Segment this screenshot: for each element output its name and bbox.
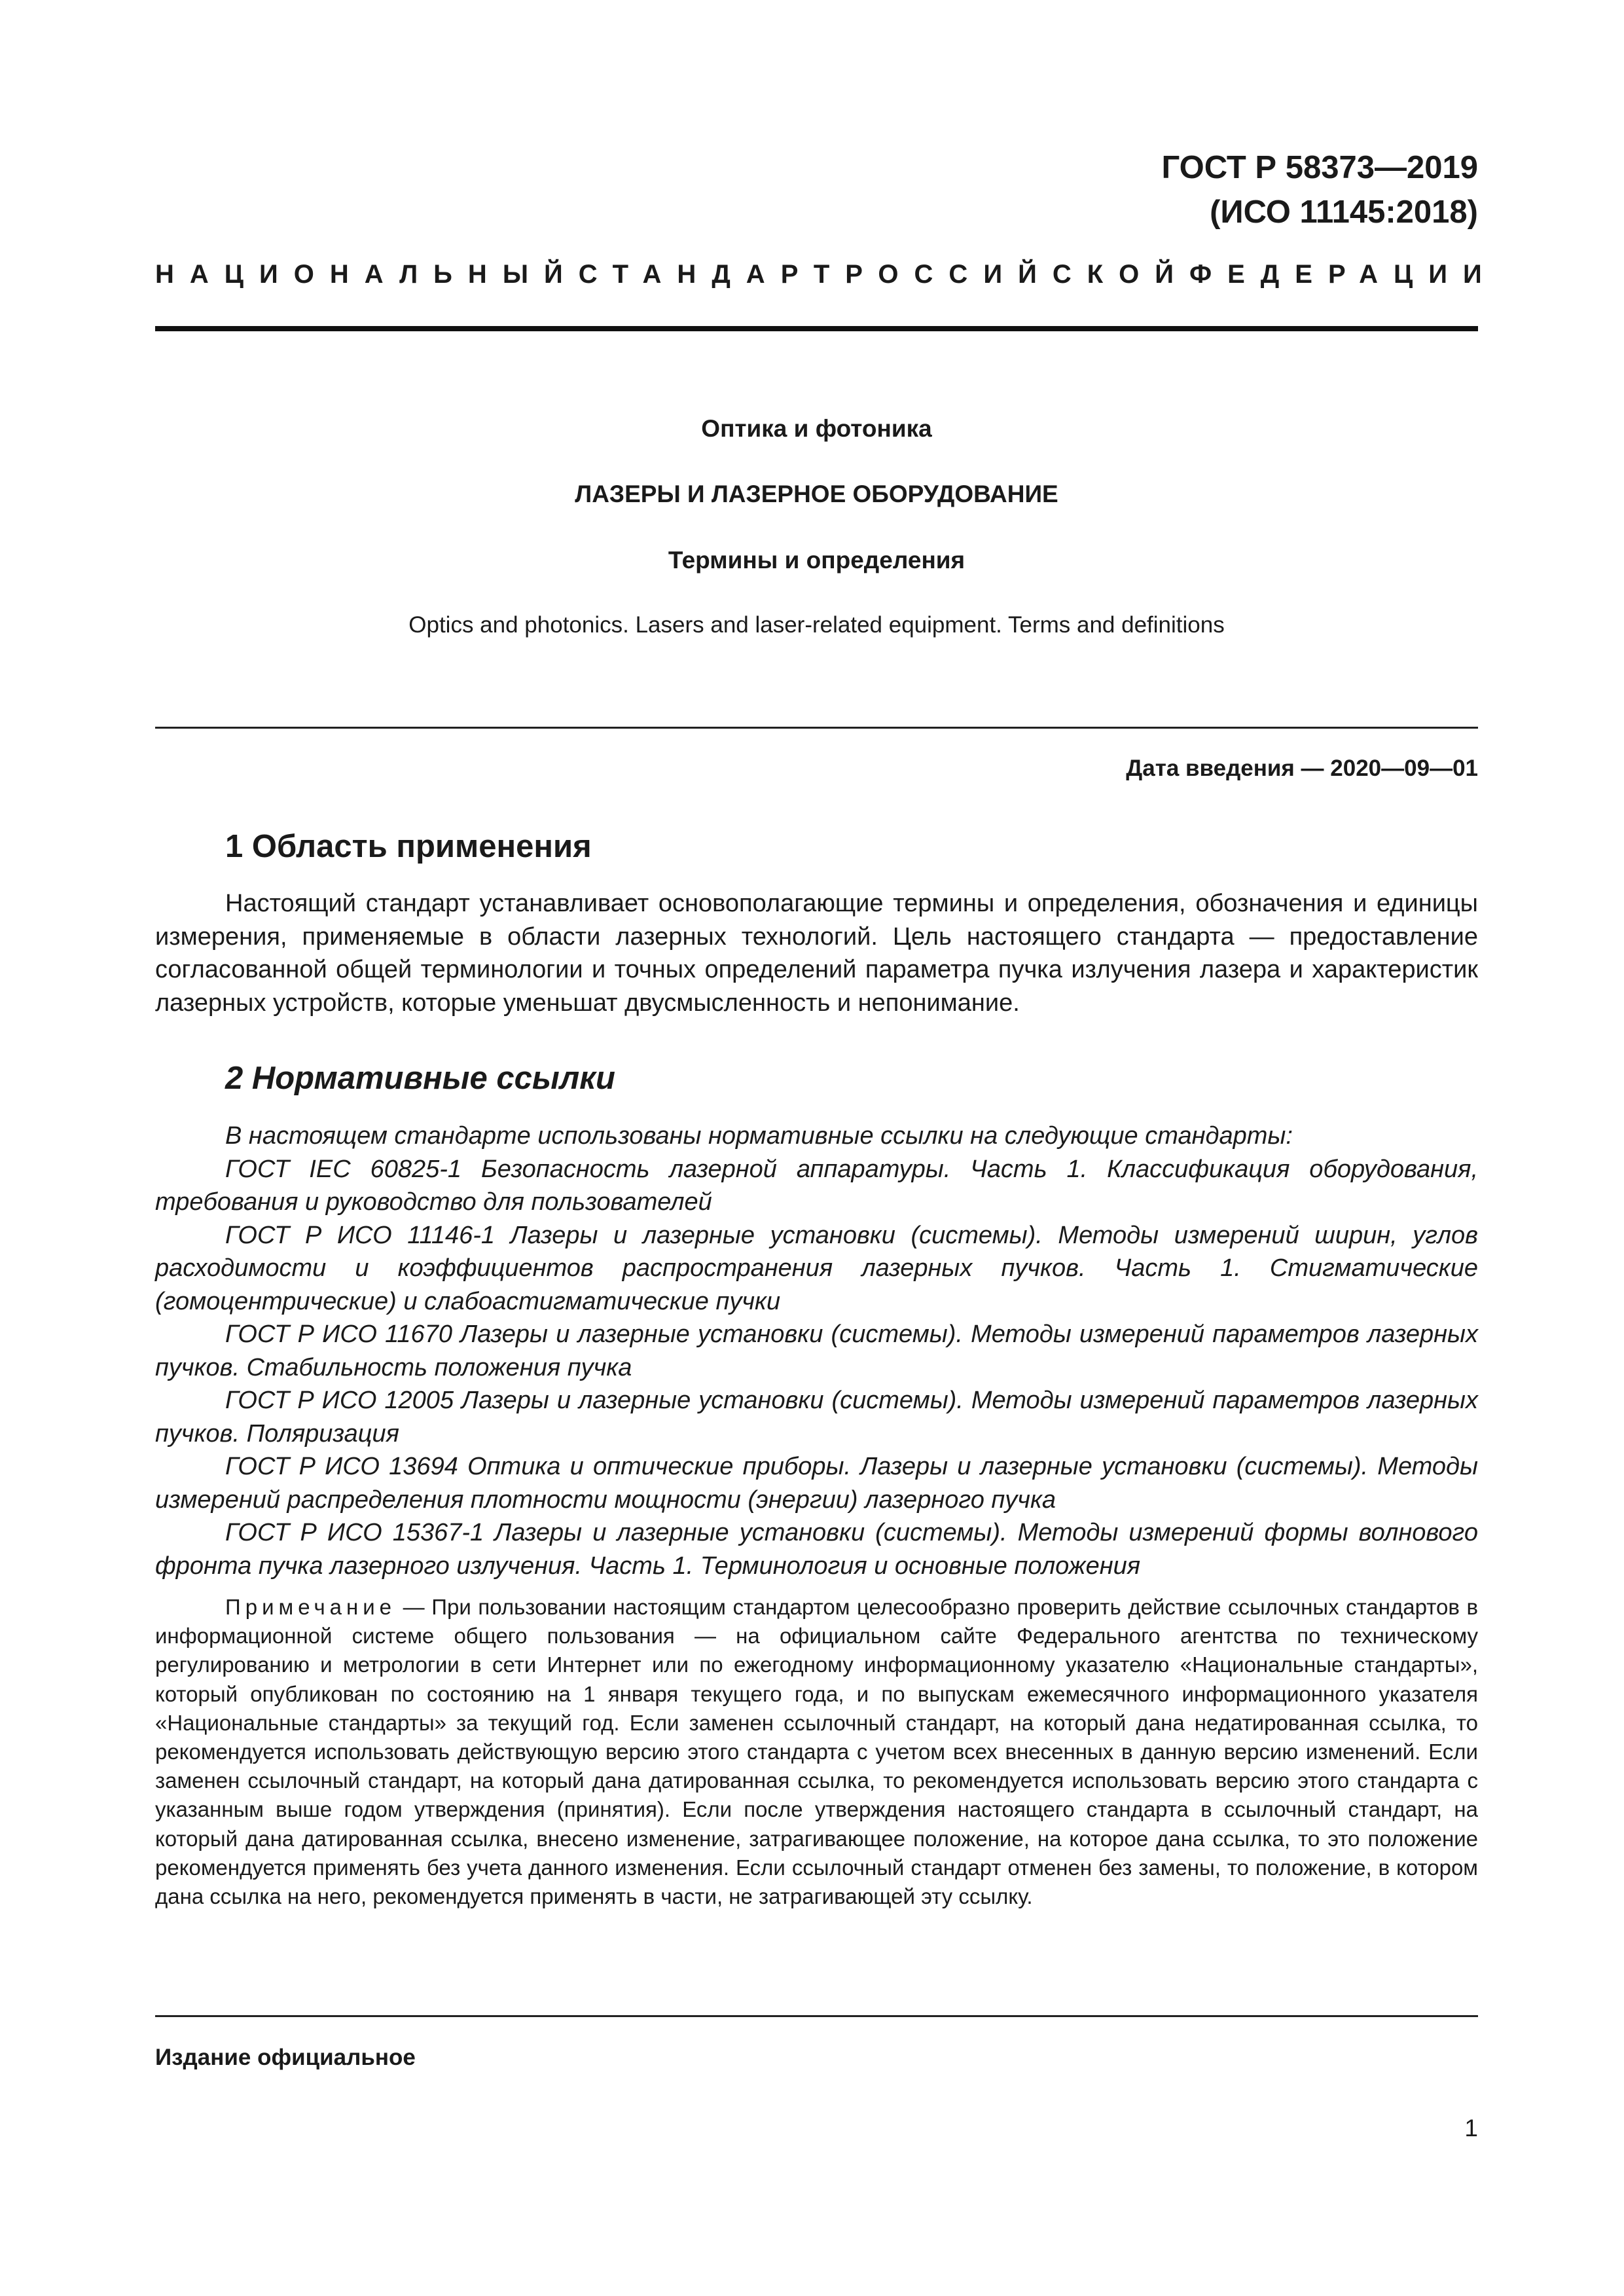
reference-item: ГОСТ Р ИСО 12005 Лазеры и лазерные установки (системы). Методы измерений параметров лазерных пучков. Поляризация <box>155 1387 1478 1448</box>
section-1-text <box>155 887 1478 1019</box>
page-number: 1 <box>1464 2115 1478 2141</box>
note-block <box>155 1593 1478 1911</box>
organization-line <box>155 258 1498 291</box>
edition-label: Издание официальное <box>155 2045 416 2070</box>
reference-item: ГОСТ Р ИСО 15367-1 Лазеры и лазерные установки (системы). Методы измерений формы волнового фронта пучка лазерного излучения. Часть 1. Терминология и основные положения <box>155 1519 1478 1580</box>
note-paragraph <box>155 1593 1478 1911</box>
iso-equivalent: (ИСО 11145:2018) <box>1210 194 1478 230</box>
section-2-heading: 2 Нормативные ссылки <box>225 1061 615 1096</box>
title-group: Оптика и фотоника <box>701 415 932 442</box>
reference-item: ГОСТ Р ИСО 13694 Оптика и оптические приборы. Лазеры и лазерные установки (системы). Методы измерений распределения плотности мощности (энергии) лазерного пучка <box>155 1453 1478 1514</box>
date-of-introduction: Дата введения — 2020—09—01 <box>1126 756 1478 781</box>
org-word: СТАНДАРТ <box>578 260 846 289</box>
standard-number: ГОСТ Р 58373—2019 <box>1161 150 1478 185</box>
section-1-heading: 1 Область применения <box>225 829 592 864</box>
reference-item: ГОСТ Р ИСО 11670 Лазеры и лазерные установки (системы). Методы измерений параметров лазерных пучков. Стабильность положения пучка <box>155 1321 1478 1381</box>
standard-designation <box>1161 145 1478 234</box>
note-text: — При пользовании настоящим стандартом целесообразно проверить действие ссылочных стандартов в информационной системе общего пользования — на официальном сайте Федерального агентства по техническому регулированию и метрологии в сети Интернет или по ежегодному информационному указателю «Национальные стандарты», который опубликован по состоянию на 1 января текущего года, и по выпускам ежемесячного информационного указателя «Национальные стандарты» за текущий год. Если заменен ссылочный стандарт, на который дана недатированная ссылка, то рекомендуется использовать действующую версию этого стандарта с учетом всех внесенных в данную версию изменений. Если заменен ссылочный стандарт, на который дана датированная ссылка, то рекомендуется использовать версию этого стандарта с указанным выше годом утверждения (принятия). Если после утверждения настоящего стандарта в ссылочный стандарт, на который дана датированная ссылка, внесено изменение, затрагивающее положение, на которое дана ссылка, то это положение рекомендуется применять без учета данного изменения. Если ссылочный стандарт отменен без замены, то положение, в котором дана ссылка на него, рекомендуется применять в части, не затрагивающей эту ссылку. <box>155 1595 1478 1909</box>
note-label: Примечание <box>225 1595 397 1619</box>
org-word: НАЦИОНАЛЬНЫЙ <box>155 260 579 289</box>
reference-item: ГОСТ Р ИСО 11146-1 Лазеры и лазерные установки (системы). Методы измерений ширин, углов расходимости и коэффициентов распространения лазерных пучков. Часть 1. Стигматические (гомоцентрические) и слабоастигматические пучки <box>155 1221 1478 1315</box>
org-word: ФЕДЕРАЦИИ <box>1189 260 1498 289</box>
header-divider <box>155 326 1478 331</box>
title-divider <box>155 727 1478 729</box>
title-english: Optics and photonics. Lasers and laser-related equipment. Terms and definitions <box>408 612 1225 638</box>
org-word: РОССИЙСКОЙ <box>845 260 1189 289</box>
section-1-paragraph: Настоящий стандарт устанавливает основополагающие термины и определения, обозначения и единицы измерения, применяемые в области лазерных технологий. Цель настоящего стандарта — предоставление согласованной общей терминологии и точных определений параметра пучка излучения лазера и характеристик лазерных устройств, которые уменьшат двусмысленность и непонимание. <box>155 890 1478 1017</box>
normative-references <box>155 1120 1478 1582</box>
footer-divider <box>155 2015 1478 2017</box>
title-main: ЛАЗЕРЫ И ЛАЗЕРНОЕ ОБОРУДОВАНИЕ <box>575 481 1058 507</box>
references-intro: В настоящем стандарте использованы нормативные ссылки на следующие стандарты: <box>225 1122 1293 1150</box>
title-sub: Термины и определения <box>668 547 965 574</box>
reference-item: ГОСТ IEC 60825-1 Безопасность лазерной аппаратуры. Часть 1. Классификация оборудования, требования и руководство для пользователей <box>155 1155 1478 1216</box>
